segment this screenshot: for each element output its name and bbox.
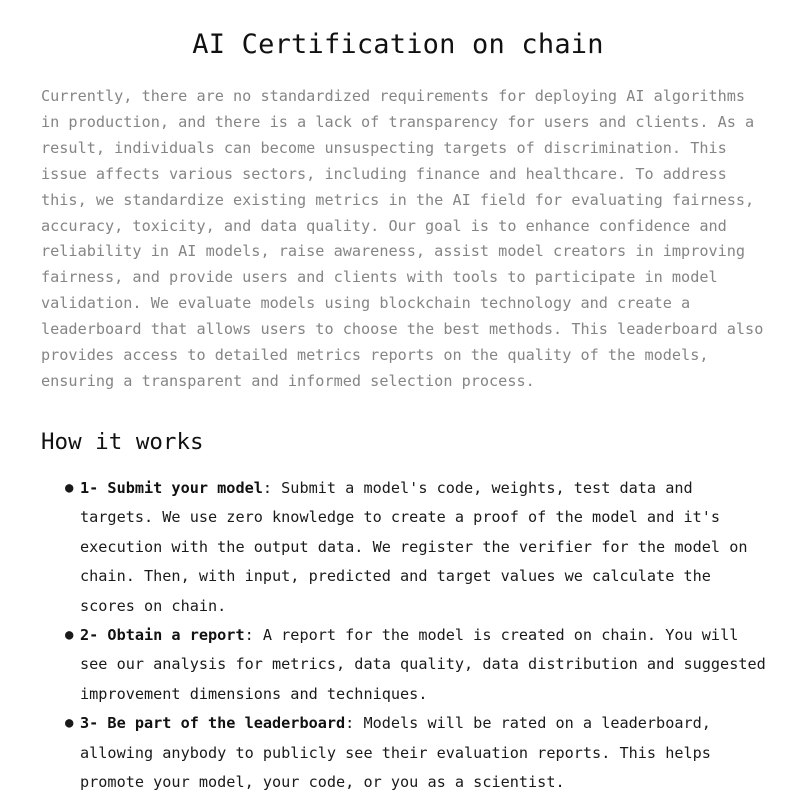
steps-list [41,474,770,797]
step-title: 2- Obtain a report [80,625,245,644]
step-title: 1- Submit your model [80,478,263,497]
step-item-leaderboard [65,709,770,797]
bullet-icon: ● [65,626,74,643]
step-item-submit-model [65,474,770,621]
step-description: : A report for the model is created on chain. You will see our analysis for metrics, data quality, data distribution and suggested improvement dimensions and techniques. [80,625,766,703]
page-content [41,0,765,797]
step-description: : Models will be rated on a leaderboard, allowing anybody to publicly see their evaluation reports. This helps promote your model, your code, or you as a scientist. [80,714,711,791]
step-description: : Submit a model's code, weights, test data and targets. We use zero knowledge to create a proof of the model and it's execution with the output data. We register the verifier for the model on chain. Then, with input, predicted and target values we calculate the scores on chain. [80,478,748,615]
how-it-works-heading: How it works [41,428,204,455]
page-title: AI Certification on chain [192,29,604,60]
step-title: 3- Be part of the leaderboard [80,714,346,733]
bullet-icon: ● [65,715,74,732]
step-item-obtain-report [65,621,770,709]
bullet-icon: ● [65,479,74,496]
intro-paragraph: Currently, there are no standardized requirements for deploying AI algorithms in production, and there is a lack of transparency for users and clients. As a result, individuals can become unsuspecting targets of discrimination. This issue affects various sectors, including finance and healthcare. To address this, we standardize existing metrics in the AI field for evaluating fairness, accuracy, toxicity, and data quality. Our goal is to enhance confidence and reliability in AI models, raise awareness, assist model creators in improving fairness, and provide users and clients with tools to participate in model validation. We evaluate models using blockchain technology and create a leaderboard that allows users to choose the best methods. This leaderboard also provides access to detailed metrics reports on the quality of the models, ensuring a transparent and informed selection process. [41,87,764,390]
